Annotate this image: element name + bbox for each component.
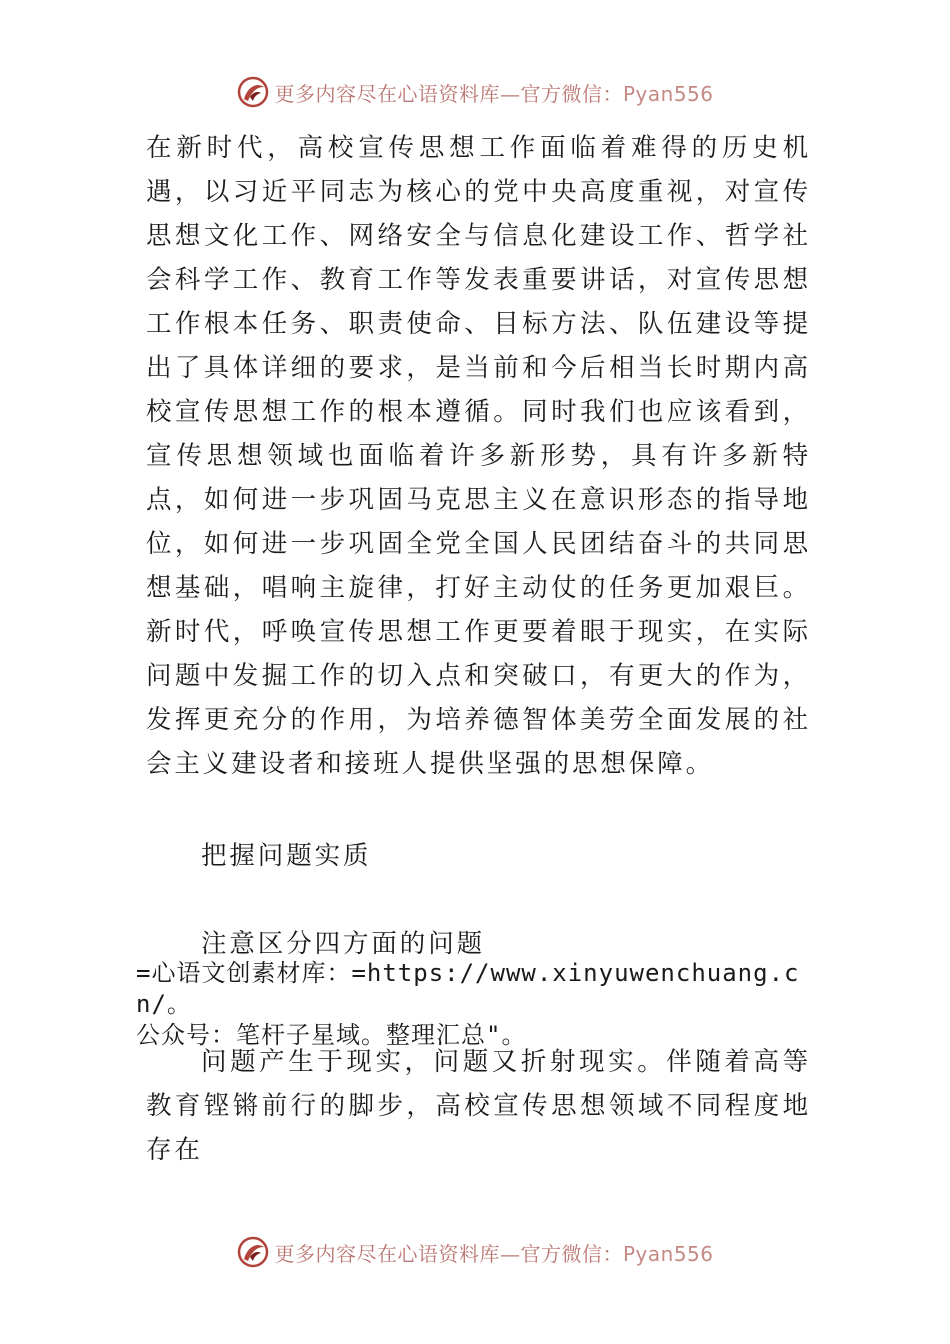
wechat-id: Pyan556 xyxy=(622,1241,714,1266)
source-note xyxy=(136,958,826,1051)
paragraph-2: 问题产生于现实，问题又折射现实。伴随着高等教育铿锵前行的脚步，高校宣传思想领域不同程度地存在 xyxy=(146,1047,811,1165)
banner-label: 更多内容尽在心语资料库—官方微信： xyxy=(274,1241,623,1266)
red-swirl-logo-icon xyxy=(236,75,270,109)
footer-banner xyxy=(0,1232,950,1272)
heading-four-aspects: 注意区分四方面的问题 xyxy=(201,929,486,959)
source-line-1: =心语文创素材库：=https://www.xinyuwenchuang.cn/。 xyxy=(136,959,800,1018)
source-line-2: 公众号：笔杆子星域。整理汇总"。 xyxy=(136,1021,527,1049)
header-banner xyxy=(0,72,950,112)
paragraph-2-container xyxy=(146,1040,811,1172)
banner-text xyxy=(274,78,713,107)
paragraph-1: 在新时代，高校宣传思想工作面临着难得的历史机遇，以习近平同志为核心的党中央高度重视，对宣传思想文化工作、网络安全与信息化建设工作、哲学社会科学工作、教育工作等发表重要讲话，对宣传思想工作根本任务、职责使命、目标方法、队伍建设等提出了具体详细的要求，是当前和今后相当长时期内高校宣传思想工作的根本遵循。同时我们也应该看到，宣传思想领域也面临着许多新形势，具有许多新特点，如何进一步巩固马克思主义在意识形态的指导地位，如何进一步巩固全党全国人民团结奋斗的共同思想基础，唱响主旋律，打好主动仗的任务更加艰巨。新时代，呼唤宣传思想工作更要着眼于现实，在实际问题中发掘工作的切入点和突破口，有更大的作为，发挥更充分的作用，为培养德智体美劳全面发展的社会主义建设者和接班人提供坚强的思想保障。 xyxy=(146,133,811,779)
banner-text xyxy=(274,1238,713,1267)
wechat-id: Pyan556 xyxy=(622,81,714,106)
heading-grasp-essence: 把握问题实质 xyxy=(201,841,372,871)
main-content xyxy=(146,126,811,786)
red-swirl-logo-icon xyxy=(236,1235,270,1269)
banner-label: 更多内容尽在心语资料库—官方微信： xyxy=(274,81,623,106)
